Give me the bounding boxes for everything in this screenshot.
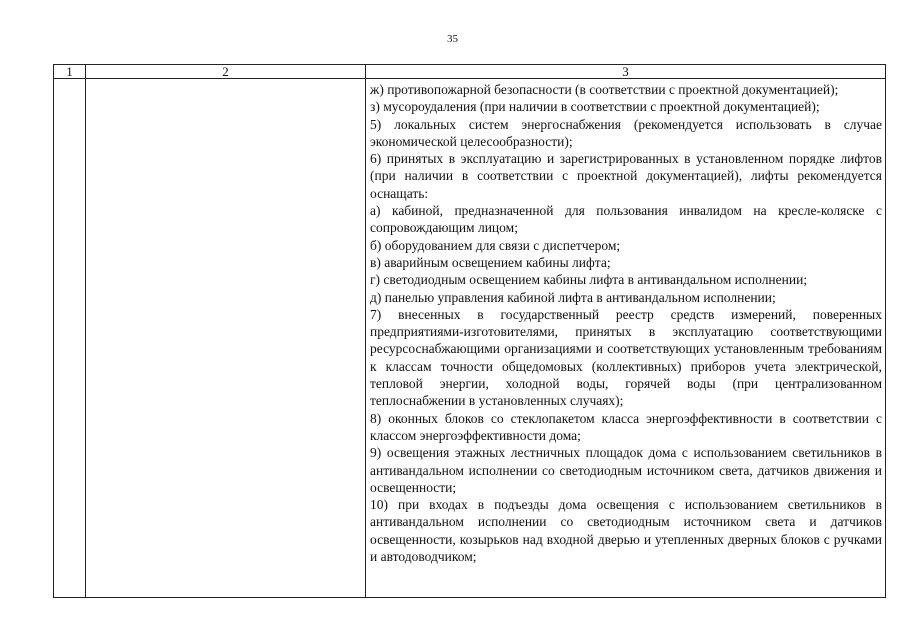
paragraph-z: з) мусороудаления (при наличии в соответствии с проектной документацией); [370, 99, 820, 115]
column-3-text [366, 79, 885, 565]
column-header-3: 3 [366, 65, 886, 79]
paragraph-g: г) светодиодным освещением кабины лифта в антивандальном исполнении; [370, 272, 808, 288]
table-header-row [54, 65, 886, 79]
paragraph-8: 8) оконных блоков со стеклопакетом класса энергоэффективности в соответствии с классом энергоэффективности дома; [370, 410, 882, 443]
paragraph-7: 7) внесенных в государственный реестр средств измерений, поверенных предприятиями-изготовителями, принятых в эксплуатацию соответствующими ресурсоснабжающими организациями и соответствующих установленным требованиям к классам точности общедомовых (коллективных) приборов учета электрической, тепловой энергии, холодной воды, горячей воды (при централизованном теплоснабжении в установленных случаях); [370, 306, 882, 409]
column-3-cell [366, 79, 886, 598]
paragraph-6: 6) принятых в эксплуатацию и зарегистрированных в установленном порядке лифтов (при наличии в соответствии с проектной документацией), лифты рекомендуется оснащать: [370, 151, 882, 201]
table-row [54, 79, 886, 598]
paragraph-d: д) панелью управления кабиной лифта в антивандальном исполнении; [370, 289, 776, 305]
paragraph-zh: ж) противопожарной безопасности (в соответствии с проектной документацией); [370, 82, 839, 97]
column-header-2: 2 [86, 65, 366, 79]
paragraph-10: 10) при входах в подъезды дома освещения с использованием светильников в антивандальном исполнении со светодиодным источником света и датчиков освещенности, козырьков над входной дверью и утепленных дверных блоков с ручками и автодоводчиком; [370, 497, 882, 565]
column-2-cell [86, 79, 366, 598]
document-table [53, 64, 886, 598]
column-1-cell [54, 79, 86, 598]
paragraph-9: 9) освещения этажных лестничных площадок дома с использованием светильников в антивандальном исполнении со светодиодным источником света, датчиков движения и освещенности; [370, 445, 882, 495]
paragraph-v: в) аварийным освещением кабины лифта; [370, 254, 611, 270]
paragraph-b: б) оборудованием для связи с диспетчером; [370, 237, 621, 253]
column-header-1: 1 [54, 65, 86, 79]
paragraph-a: а) кабиной, предназначенной для пользования инвалидом на кресле-коляске с сопровождающим лицом; [370, 203, 882, 236]
page-number: 35 [447, 33, 458, 45]
paragraph-5: 5) локальных систем энергоснабжения (рекомендуется использовать в случае экономической целесообразности); [370, 116, 882, 149]
